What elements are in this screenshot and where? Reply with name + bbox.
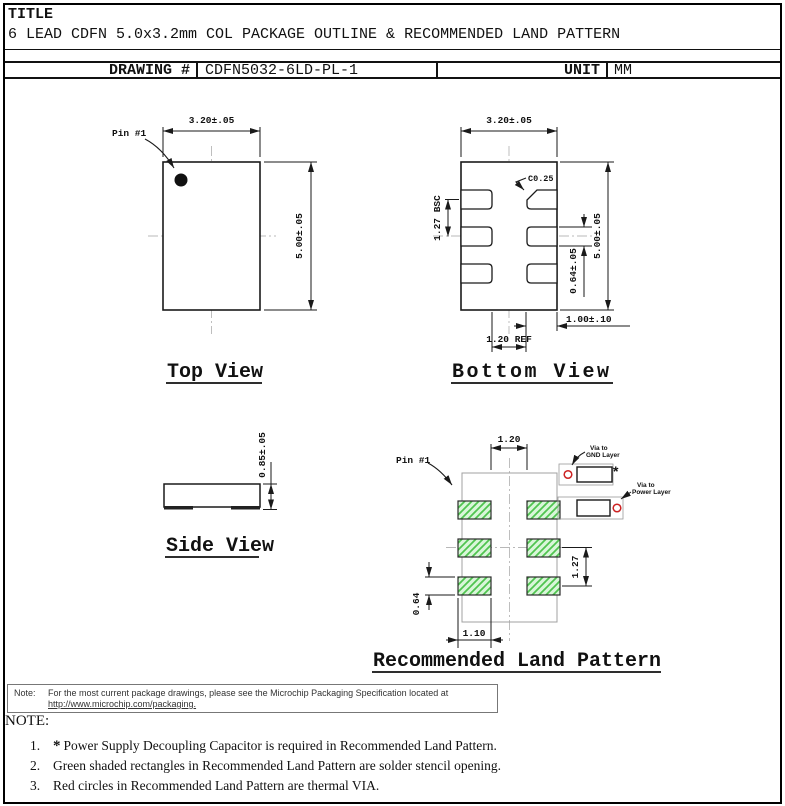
side-view-height-dim: 0.85±.05 (257, 432, 268, 478)
land-pattern (372, 434, 671, 673)
gnd-via-callout (559, 445, 620, 485)
note-3-text: Red circles in Recommended Land Pattern are thermal VIA. (53, 778, 380, 793)
title-label: TITLE (8, 6, 54, 23)
note-1-number: 1. (30, 738, 41, 753)
drawing-number-value: CDFN5032-6LD-PL-1 (205, 62, 359, 79)
chamfer-dim: C0.25 (528, 174, 554, 184)
gnd-via-label-line2: GND Layer (586, 452, 620, 459)
power-thermal-via-circle (613, 504, 621, 512)
note-item-3 (0, 778, 785, 794)
page-title: 6 LEAD CDFN 5.0x3.2mm COL PACKAGE OUTLINE & RECOMMENDED LAND PATTERN (8, 26, 621, 43)
note-label: Note: (14, 688, 36, 698)
gnd-via-leader-line (572, 452, 585, 465)
bottom-view-gap-dim: 1.20 REF (486, 334, 532, 345)
side-view-left-terminal (164, 506, 193, 510)
top-view-label: Top View (167, 361, 264, 384)
note-2-text: Green shaded rectangles in Recommended Land Pattern are solder stencil opening. (53, 758, 501, 773)
gnd-thermal-via-circle (564, 471, 572, 479)
note-3-number: 3. (30, 778, 41, 793)
bottom-view (432, 115, 630, 384)
note-1-text: Power Supply Decoupling Capacitor is required in Recommended Land Pattern. (63, 738, 497, 753)
note-item-1 (0, 738, 785, 754)
gnd-via-label-line1: Via to (590, 445, 608, 452)
power-via-label-line2: Power Layer (632, 489, 671, 496)
land-pad-width-dim: 1.10 (462, 628, 486, 639)
drawing-number-label: DRAWING # (108, 62, 190, 79)
gnd-via-pad (577, 467, 612, 482)
power-via-pad (577, 500, 610, 516)
note-1-asterisk: * (53, 738, 61, 754)
unit-label: UNIT (563, 62, 600, 79)
note-2-number: 2. (30, 758, 41, 773)
packaging-note-box (7, 684, 498, 713)
top-view-height-dim: 5.00±.05 (294, 213, 305, 259)
solder-stencil-pads (458, 501, 560, 595)
bottom-view-label: Bottom View (452, 361, 612, 384)
side-view-body (164, 484, 260, 507)
notes-heading: NOTE: (5, 713, 50, 729)
side-view (164, 432, 277, 558)
bottom-view-pad-height-dim: 0.64±.05 (568, 248, 579, 294)
bottom-view-height-dim: 5.00±.05 (592, 213, 603, 259)
top-view-width-dim: 3.20±.05 (188, 115, 235, 126)
bottom-view-width-dim: 3.20±.05 (486, 115, 532, 126)
side-view-label: Side View (166, 535, 275, 558)
power-via-leader-line (621, 492, 631, 499)
bottom-view-pad-length-dim: 1.00±.10 (566, 314, 612, 325)
land-pin1-leader-line (428, 463, 452, 485)
land-gap-dim: 1.20 (497, 434, 521, 445)
top-view-pin1-label: Pin #1 (112, 128, 147, 139)
land-pitch-dim: 1.27 (570, 555, 581, 579)
land-pattern-label: Recommended Land Pattern (373, 650, 662, 673)
decoupling-cap-asterisk: * (613, 463, 619, 479)
power-via-label-line1: Via to (637, 482, 655, 489)
note-text: For the most current package drawings, please see the Microchip Packaging Specification located at (48, 688, 449, 698)
power-via-callout (558, 482, 671, 519)
land-pad-height-dim: 0.64 (411, 592, 422, 616)
pin1-marker-dot (175, 174, 188, 187)
unit-value: MM (614, 62, 633, 79)
note-item-2 (0, 758, 785, 774)
side-view-right-terminal (231, 506, 260, 510)
land-pin1-label: Pin #1 (396, 455, 431, 466)
top-view (112, 115, 317, 384)
packaging-url[interactable]: http://www.microchip.com/packaging. (48, 699, 197, 709)
bottom-view-pitch-dim: 1.27 BSC (432, 195, 443, 241)
